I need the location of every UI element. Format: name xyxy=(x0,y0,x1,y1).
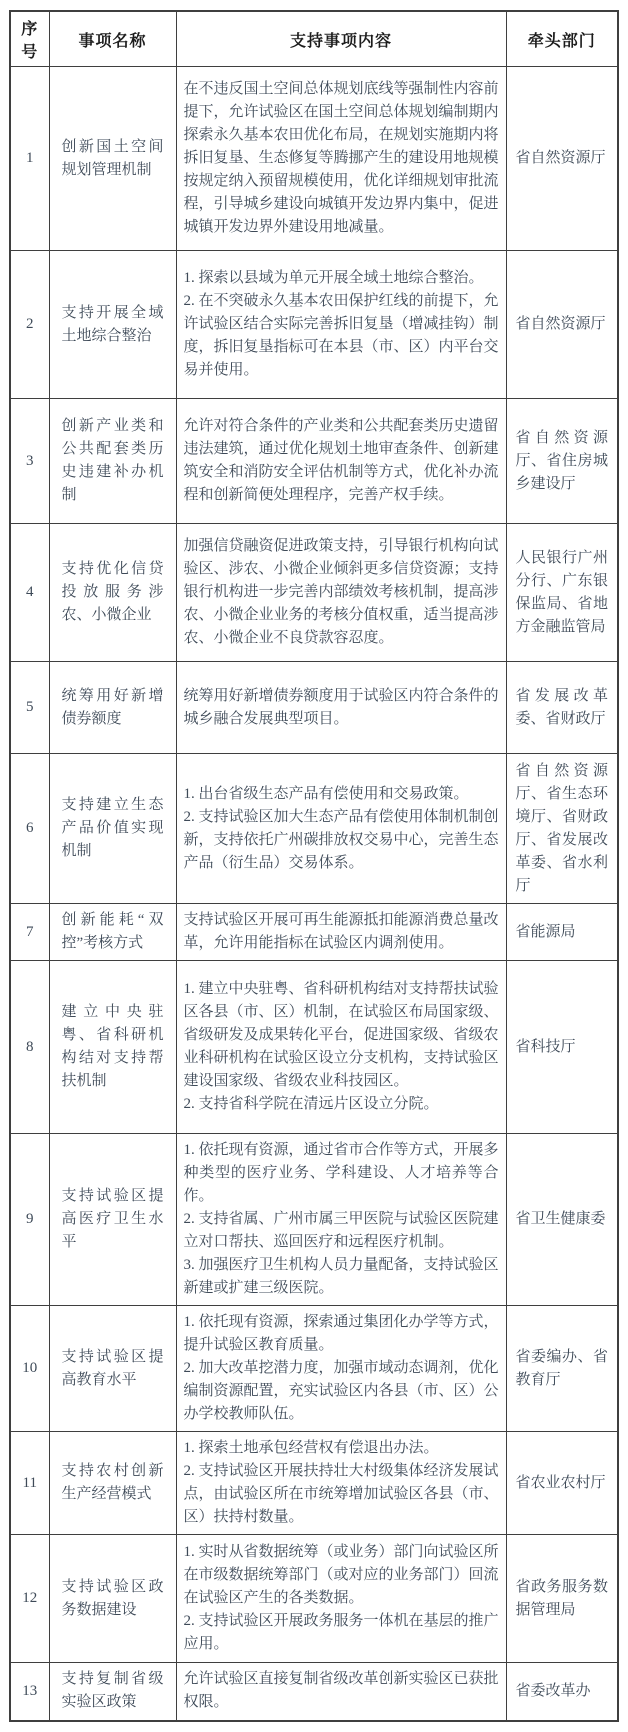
lead-department-cell: 省自然资源厅、省生态环境厅、省财政厅、省发展改革委、省水利厅 xyxy=(506,754,618,904)
table-row xyxy=(10,1663,618,1721)
lead-department-cell: 省委编办、省教育厅 xyxy=(506,1306,618,1432)
content-paragraph: 2. 支持省科学院在清远片区设立分院。 xyxy=(183,1096,439,1112)
column-header-lead-department: 牵头部门 xyxy=(506,11,618,67)
row-serial-number: 3 xyxy=(10,399,49,524)
support-content-cell xyxy=(176,251,506,399)
content-paragraph: 统筹用好新增债券额度用于试验区内符合条件的城乡融合发展典型项目。 xyxy=(183,687,499,727)
table-row xyxy=(10,67,618,251)
row-serial-number: 11 xyxy=(10,1432,49,1535)
lead-department-cell: 省自然资源厅 xyxy=(506,251,618,399)
table-row xyxy=(10,1535,618,1663)
support-content-cell xyxy=(176,961,506,1134)
table-row xyxy=(10,251,618,399)
item-name-cell: 支持试验区提高医疗卫生水平 xyxy=(49,1134,176,1306)
content-paragraph: 支持试验区开展可再生能源抵扣能源消费总量改革，允许用能指标在试验区内调剂使用。 xyxy=(183,912,499,951)
table-body xyxy=(10,67,618,1721)
content-paragraph: 1. 依托现有资源，探索通过集团化办学等方式，提升试验区教育质量。 xyxy=(183,1314,499,1353)
table-row xyxy=(10,1432,618,1535)
table-row xyxy=(10,904,618,961)
support-content-cell xyxy=(176,1432,506,1535)
content-paragraph: 1. 依托现有资源，通过省市合作等方式，开展多种类型的医疗业务、学科建设、人才培养等合作。 xyxy=(183,1142,499,1204)
content-paragraph: 2. 支持试验区加大生态产品有偿使用体制机制创新，支持依托广州碳排放权交易中心，完善生态产品（衍生品）交易体系。 xyxy=(183,808,499,871)
lead-department-cell: 省委改革办 xyxy=(506,1663,618,1721)
column-header-serial: 序号 xyxy=(10,11,49,67)
support-content-cell xyxy=(176,754,506,904)
item-name-cell: 创新国土空间规划管理机制 xyxy=(49,67,176,251)
content-paragraph: 允许试验区直接复制省级改革创新实验区已获批权限。 xyxy=(183,1671,499,1711)
table-row xyxy=(10,1134,618,1306)
column-header-item-name: 事项名称 xyxy=(49,11,176,67)
support-content-cell xyxy=(176,662,506,754)
table-row xyxy=(10,961,618,1134)
content-paragraph: 2. 在不突破永久基本农田保护红线的前提下，允许试验区结合实际完善拆旧复垦（增减挂钩）制度，拆旧复垦指标可在本县（市、区）内平台交易并使用。 xyxy=(183,293,499,378)
content-paragraph: 2. 支持试验区开展政务服务一体机在基层的推广应用。 xyxy=(183,1613,499,1652)
row-serial-number: 5 xyxy=(10,662,49,754)
content-paragraph: 1. 实时从省数据统筹（或业务）部门向试验区所在市级数据统筹部门（或对应的业务部门）回流在试验区产生的各类数据。 xyxy=(183,1544,499,1606)
support-content-cell xyxy=(176,1306,506,1432)
content-paragraph: 允许对符合条件的产业类和公共配套类历史遗留违法建筑，通过优化规划土地审查条件、创新建筑安全和消防安全评估机制等方式，优化补办流程和创新简便处理程序，完善产权手续。 xyxy=(183,418,499,503)
content-paragraph: 2. 支持试验区开展扶持壮大村级集体经济发展试点，由试验区所在市统筹增加试验区各县（市、区）扶持村数量。 xyxy=(183,1463,499,1525)
lead-department-cell: 省自然资源厅 xyxy=(506,67,618,251)
row-serial-number: 9 xyxy=(10,1134,49,1306)
item-name-cell: 支持试验区政务数据建设 xyxy=(49,1535,176,1663)
row-serial-number: 12 xyxy=(10,1535,49,1663)
table-row xyxy=(10,524,618,662)
support-content-cell xyxy=(176,1134,506,1306)
table-row xyxy=(10,399,618,524)
item-name-cell: 支持开展全域土地综合整治 xyxy=(49,251,176,399)
item-name-cell: 支持试验区提高教育水平 xyxy=(49,1306,176,1432)
item-name-cell: 支持复制省级实验区政策 xyxy=(49,1663,176,1721)
content-paragraph: 3. 加强医疗卫生机构人员力量配备，支持试验区新建或扩建三级医院。 xyxy=(183,1257,499,1296)
policy-table xyxy=(9,10,619,1722)
row-serial-number: 6 xyxy=(10,754,49,904)
item-name-cell: 创新产业类和公共配套类历史违建补办机制 xyxy=(49,399,176,524)
item-name-cell: 支持建立生态产品价值实现机制 xyxy=(49,754,176,904)
lead-department-cell: 省科技厅 xyxy=(506,961,618,1134)
lead-department-cell: 人民银行广州分行、广东银保监局、省地方金融监管局 xyxy=(506,524,618,662)
lead-department-cell: 省能源局 xyxy=(506,904,618,961)
item-name-cell: 创新能耗“双控”考核方式 xyxy=(49,904,176,961)
support-content-cell xyxy=(176,399,506,524)
support-content-cell xyxy=(176,524,506,662)
row-serial-number: 7 xyxy=(10,904,49,961)
item-name-cell: 建立中央驻粤、省科研机构结对支持帮扶机制 xyxy=(49,961,176,1134)
content-paragraph: 1. 探索以县域为单元开展全域土地综合整治。 xyxy=(183,270,484,286)
row-serial-number: 1 xyxy=(10,67,49,251)
item-name-cell: 统筹用好新增债券额度 xyxy=(49,662,176,754)
lead-department-cell: 省发展改革委、省财政厅 xyxy=(506,662,618,754)
item-name-cell: 支持农村创新生产经营模式 xyxy=(49,1432,176,1535)
lead-department-cell: 省农业农村厅 xyxy=(506,1432,618,1535)
table-row xyxy=(10,1306,618,1432)
table-row xyxy=(10,754,618,904)
content-paragraph: 1. 出台省级生态产品有偿使用和交易政策。 xyxy=(183,785,469,802)
row-serial-number: 8 xyxy=(10,961,49,1134)
content-paragraph: 加强信贷融资促进政策支持，引导银行机构向试验区、涉农、小微企业倾斜更多信贷资源；支持银行机构进一步完善内部绩效考核机制，提高涉农、小微企业业务的考核分值权重，适当提高涉农、小微企业不良贷款容忍度。 xyxy=(183,538,499,646)
header-row xyxy=(10,11,618,67)
content-paragraph: 1. 探索土地承包经营权有偿退出办法。 xyxy=(183,1440,439,1456)
lead-department-cell: 省政务服务数据管理局 xyxy=(506,1535,618,1663)
column-header-support-content: 支持事项内容 xyxy=(176,11,506,67)
content-paragraph: 2. 支持省属、广州市属三甲医院与试验区医院建立对口帮扶、巡回医疗和远程医疗机制。 xyxy=(183,1211,499,1250)
lead-department-cell: 省卫生健康委 xyxy=(506,1134,618,1306)
support-content-cell xyxy=(176,1535,506,1663)
row-serial-number: 2 xyxy=(10,251,49,399)
lead-department-cell: 省自然资源厅、省住房城乡建设厅 xyxy=(506,399,618,524)
content-paragraph: 在不违反国土空间总体规划底线等强制性内容前提下，允许试验区在国土空间总体规划编制期内探索永久基本农田优化布局，在规划实施期内将拆旧复垦、生态修复等腾挪产生的建设用地规模按规定纳入预留规模使用，优化详细规划审批流程，引导城乡建设向城镇开发边界内集中，促进城镇开发边界外建设用地减量。 xyxy=(183,81,499,235)
support-content-cell xyxy=(176,1663,506,1721)
row-serial-number: 13 xyxy=(10,1663,49,1721)
item-name-cell: 支持优化信贷投放服务涉农、小微企业 xyxy=(49,524,176,662)
support-content-cell xyxy=(176,904,506,961)
content-paragraph: 2. 加大改革挖潜力度，加强市域动态调剂，优化编制资源配置，充实试验区内各县（市、区）公办学校教师队伍。 xyxy=(183,1360,499,1422)
table-row xyxy=(10,662,618,754)
row-serial-number: 10 xyxy=(10,1306,49,1432)
row-serial-number: 4 xyxy=(10,524,49,662)
content-paragraph: 1. 建立中央驻粤、省科研机构结对支持帮扶试验区各县（市、区）机制，在试验区布局国家级、省级研发及成果转化平台，促进国家级、省级农业科研机构在试验区设立分支机构，支持试验区建设国家级、省级农业科技园区。 xyxy=(183,981,499,1089)
support-content-cell xyxy=(176,67,506,251)
